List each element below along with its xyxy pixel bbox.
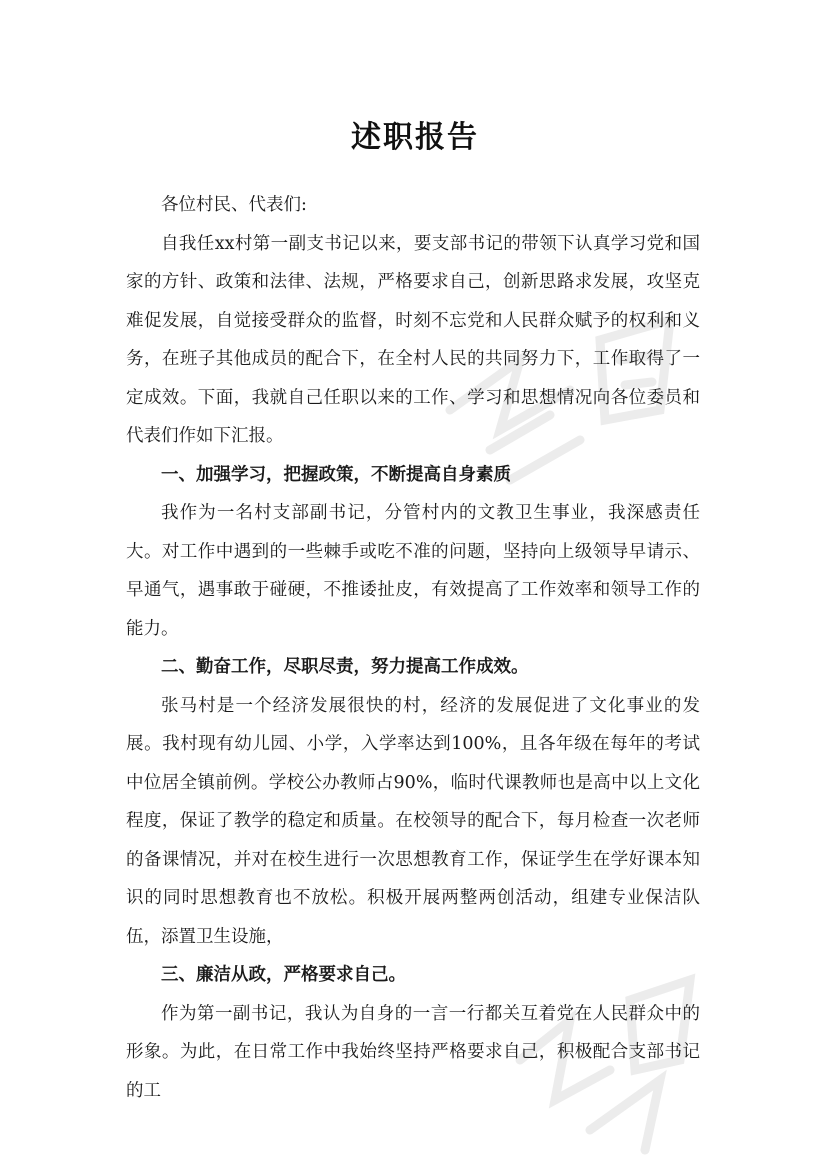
salutation-paragraph: 各位村民、代表们: <box>161 195 307 215</box>
body-paragraph: 自我任xx村第一副支书记以来，要支部书记的带领下认真学习党和国家的方针、政策和法律、法规，严格要求自己，创新思路求发展，攻坚克难促发展，自觉接受群众的监督，时刻不忘党和人民群众赋予的权利和义务，在班子其他成员的配合下，在全村人民的共同努力下，工作取得了一定成效。下面，我就自己任职以来的工作、学习和思想情况向各位委员和代表们作如下汇报。 <box>126 233 700 446</box>
page-title: 述职报告 <box>351 120 479 155</box>
body-paragraph: 张马村是一个经济发展很快的村，经济的发展促进了文化事业的发展。我村现有幼儿园、小学，入学率达到100%，且各年级在每年的考试中位居全镇前例。学校公办教师占90%，临时代课教师也是高中以上文化程度，保证了教学的稳定和质量。在校领导的配合下，每月检查一次老师的备课情况，并对在校生进行一次思想教育工作，保证学生在学好课本知识的同时思想教育也不放松。积极开展两整两创活动，组建专业保洁队伍，添置卫生设施， <box>126 695 700 947</box>
body-paragraph: 作为第一副书记，我认为自身的一言一行都关互着党在人民群众中的形象。为此，在日常工作中我始终坚持严格要求自己，积极配合支部书记的工 <box>126 1003 700 1101</box>
section-heading: 一、加强学习，把握政策，不断提高自身素质 <box>161 464 511 485</box>
section-heading: 三、廉洁从政，严格要求自己。 <box>161 965 406 985</box>
section-heading: 二、勤奋工作，尽职尽责，努力提高工作成效。 <box>161 657 529 677</box>
document-body <box>126 186 700 1110</box>
body-paragraph: 我作为一名村支部副书记，分管村内的文教卫生事业，我深感责任大。对工作中遇到的一些棘手或吃不准的问题，坚持向上级领导早请示、早通气，遇事敢于碰硬，不推诿扯皮，有效提高了工作效率和领导工作的能力。 <box>126 503 700 639</box>
